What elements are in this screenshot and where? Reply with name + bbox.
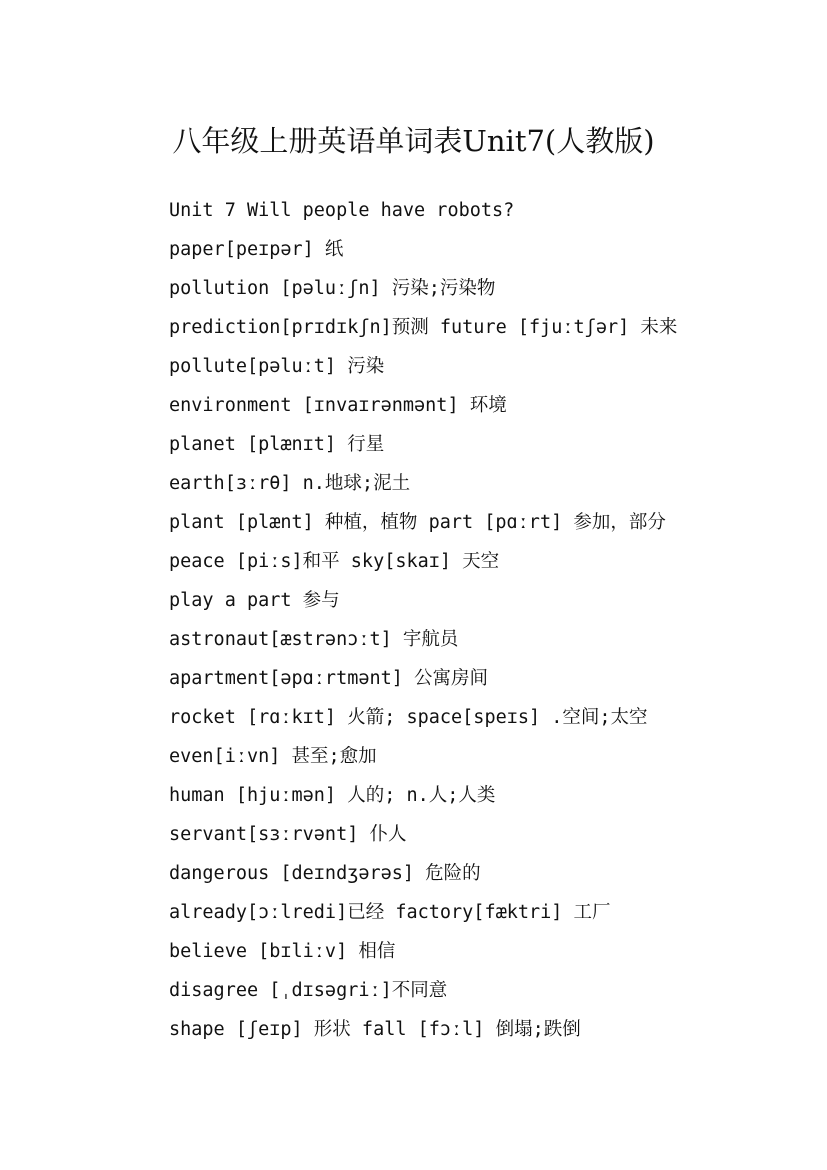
vocab-line: dangerous [deɪndʒərəs] 危险的 — [169, 863, 481, 884]
vocab-line: paper[peɪpər] 纸 — [169, 239, 344, 260]
vocab-line: servant[sɜːrvənt] 仆人 — [169, 824, 407, 845]
page-title: 八年级上册英语单词表Unit7(人教版) — [172, 124, 655, 159]
vocab-line: pollute[pəluːt] 污染 — [169, 356, 385, 377]
vocab-line: disagree [ˌdɪsəgriː]不同意 — [169, 980, 448, 1001]
vocab-line: Unit 7 Will people have robots? — [169, 200, 515, 221]
vocab-line: rocket [rɑːkɪt] 火箭; space[speɪs] .空间;太空 — [169, 707, 648, 728]
vocab-line: peace [piːs]和平 sky[skaɪ] 天空 — [169, 551, 500, 572]
vocab-line: environment [ɪnvaɪrənmənt] 环境 — [169, 395, 507, 416]
vocab-line: apartment[əpɑːrtmənt] 公寓房间 — [169, 668, 489, 689]
vocab-line: shape [ʃeɪp] 形状 fall [fɔːl] 倒塌;跌倒 — [169, 1019, 581, 1040]
vocab-line: plant [plænt] 种植，植物 part [pɑːrt] 参加，部分 — [169, 512, 666, 533]
vocab-line: planet [plænɪt] 行星 — [169, 434, 385, 455]
vocab-line: human [hjuːmən] 人的; n.人;人类 — [169, 785, 496, 806]
vocabulary-list — [169, 196, 809, 1054]
vocab-line: prediction[prɪdɪkʃn]预测 future [fjuːtʃər] 未来 — [169, 317, 678, 338]
vocab-line: earth[ɜːrθ] n.地球;泥土 — [169, 473, 411, 494]
vocab-line: already[ɔːlredi]已经 factory[fæktri] 工厂 — [169, 902, 611, 923]
vocab-line: even[iːvn] 甚至;愈加 — [169, 746, 377, 767]
vocab-line: play a part 参与 — [169, 590, 340, 611]
vocab-line: pollution [pəluːʃn] 污染;污染物 — [169, 278, 496, 299]
vocab-line: astronaut[æstrənɔːt] 宇航员 — [169, 629, 459, 650]
vocab-line: believe [bɪliːv] 相信 — [169, 941, 396, 962]
